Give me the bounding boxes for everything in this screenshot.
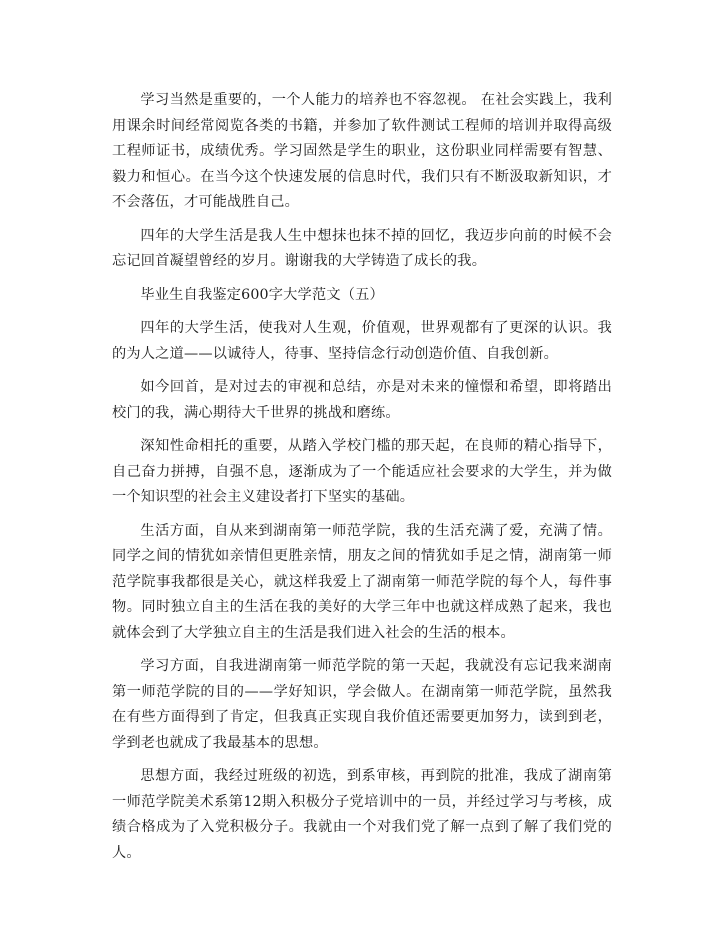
paragraph-ideology: 思想方面，我经过班级的初选，到系审核，再到院的批准，我成了湖南第一师范学院美术系第12期入积极分子党培训中的一员，并经过学习与考核，成绩合格成为了入党积极分子。我就由一个对我们党了解一点到了解了我们党的人。 — [112, 768, 612, 861]
paragraph-guidance: 深知性命相托的重要，从踏入学校门槛的那天起，在良师的精心指导下，自己奋力拼搏，自强不息，逐渐成为了一个能适应社会要求的大学生，并为做一个知识型的社会主义建设者打下坚实的基础。 — [112, 438, 612, 505]
paragraph-life: 生活方面，自从来到湖南第一师范学院，我的生活充满了爱，充满了情。同学之间的情犹如亲情但更胜亲情，朋友之间的情犹如手足之情，湖南第一师范学院事我都很是关心，就这样我爱上了湖南第一师范学院的每个人，每件事物。同时独立自主的生活在我的美好的大学三年中也就这样成熟了起来，我也就体会到了大学独立自主的生活是我们进入社会的生活的根本。 — [112, 522, 612, 641]
paragraph-study-and-practice: 学习当然是重要的，一个人能力的培养也不容忽视。 在社会实践上，我利用课余时间经常阅览各类的书籍，并参加了软件测试工程师的培训并取得高级工程师证书，成绩优秀。学习固然是学生的职业，这份职业同样需要有智慧、毅力和恒心。在当今这个快速发展的信息时代，我们只有不断汲取新知识，才不会落伍，才可能战胜自己。 — [112, 92, 612, 210]
paragraph-looking-back: 如今回首，是对过去的审视和总结，亦是对未来的憧憬和希望，即将踏出校门的我，满心期待大千世界的挑战和磨练。 — [112, 379, 612, 421]
paragraph-worldview: 四年的大学生活，使我对人生观，价值观，世界观都有了更深的认识。我的为人之道——以诚待人，待事、坚持信念行动创造价值、自我创新。 — [112, 320, 612, 362]
section-heading: 毕业生自我鉴定600字大学范文（五） — [140, 286, 384, 303]
paragraph-university-memories: 四年的大学生活是我人生中想抹也抹不掉的回忆，我迈步向前的时候不会忘记回首凝望曾经的岁月。谢谢我的大学铸造了成长的我。 — [112, 227, 612, 269]
paragraph-learning: 学习方面，自我进湖南第一师范学院的第一天起，我就没有忘记我来湖南第一师范学院的目的——学好知识，学会做人。在湖南第一师范学院，虽然我在有些方面得到了肯定，但我真正实现自我价值还需要更加努力，读到到老，学到老也就成了我最基本的思想。 — [112, 658, 612, 751]
document-body — [112, 88, 612, 874]
